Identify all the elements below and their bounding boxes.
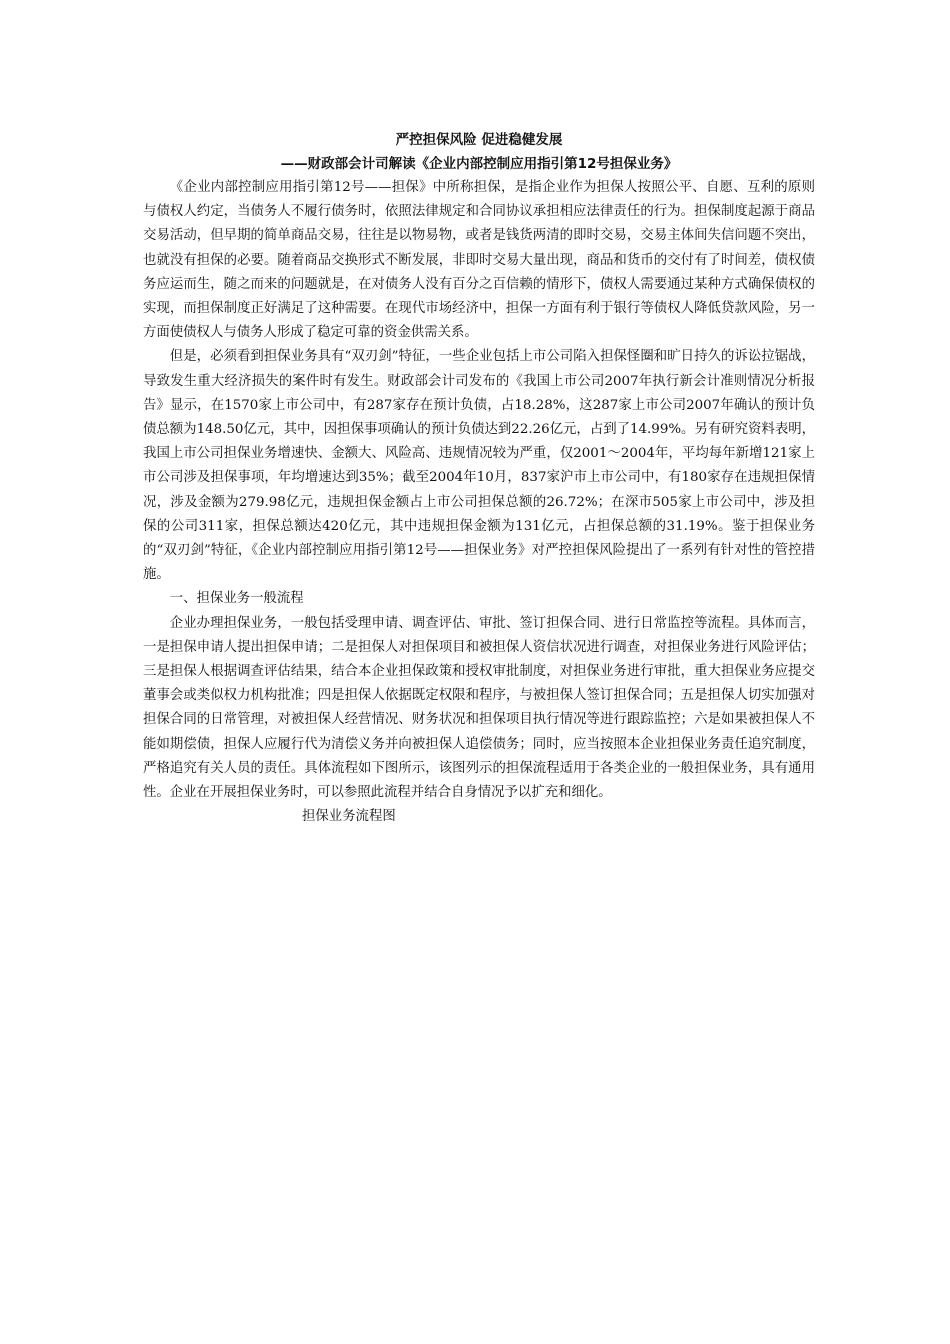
document-body	[143, 128, 815, 829]
section-heading: 一、担保业务一般流程	[169, 591, 304, 607]
paragraph-2: 但是，必须看到担保业务具有“双刃剑”特征，一些企业包括上市公司陷入担保怪圈和旷日持久的诉讼拉锯战，导致发生重大经济损失的案件时有发生。财政部会计司发布的《我国上市公司2007年执行新会计准则情况分析报告》显示，在1570家上市公司中，有287家存在预计负债，占18.28%，这287家上市公司2007年确认的预计负债总额为148.50亿元，其中，因担保事项确认的预计负债达到22.26亿元，占到了14.99%。另有研究资料表明，我国上市公司担保业务增速快、金额大、风险高、违规情况较为严重，仅2001～2004年，平均每年新增121家上市公司涉及担保事项，年均增速达到35%；截至2004年10月，837家沪市上市公司中，有180家存在违规担保情况，涉及金额为279.98亿元，违规担保金额占上市公司担保总额的26.72%；在深市505家上市公司中，涉及担保的公司311家，担保总额达420亿元，其中违规担保金额为131亿元，占担保总额的31.19%。鉴于担保业务的“双刃剑”特征，《企业内部控制应用指引第12号——担保业务》对严控担保风险提出了一系列有针对性的管控措施。	[143, 349, 815, 583]
document-title: 严控担保风险 促进稳健发展	[395, 132, 563, 148]
figure-caption: 担保业务流程图	[302, 809, 396, 825]
document-subtitle: ——财政部会计司解读《企业内部控制应用指引第12号担保业务》	[280, 156, 678, 172]
paragraph-1: 《企业内部控制应用指引第12号——担保》中所称担保，是指企业作为担保人按照公平、自愿、互利的原则与债权人约定，当债务人不履行债务时，依照法律规定和合同协议承担相应法律责任的行为。担保制度起源于商品交易活动，但早期的简单商品交易，往往是以物易物，或者是钱货两清的即时交易，交易主体间失信问题不突出，也就没有担保的必要。随着商品交换形式不断发展，非即时交易大量出现，商品和货币的交付有了时间差，债权债务应运而生，随之而来的问题就是，在对债务人没有百分之百信赖的情形下，债权人需要通过某种方式确保债权的实现，而担保制度正好满足了这种需要。在现代市场经济中，担保一方面有利于银行等债权人降低贷款风险，另一方面使债权人与债务人形成了稳定可靠的资金供需关系。	[143, 180, 815, 341]
section-paragraph: 企业办理担保业务，一般包括受理申请、调查评估、审批、签订担保合同、进行日常监控等流程。具体而言，一是担保申请人提出担保申请；二是担保人对担保项目和被担保人资信状况进行调查，对担保业务进行风险评估；三是担保人根据调查评估结果，结合本企业担保政策和授权审批制度，对担保业务进行审批，重大担保业务应提交董事会或类似权力机构批准；四是担保人依据既定权限和程序，与被担保人签订担保合同；五是担保人切实加强对担保合同的日常管理，对被担保人经营情况、财务状况和担保项目执行情况等进行跟踪监控；六是如果被担保人不能如期偿债，担保人应履行代为清偿义务并向被担保人追偿债务；同时，应当按照本企业担保业务责任追究制度，严格追究有关人员的责任。具体流程如下图所示，该图列示的担保流程适用于各类企业的一般担保业务，具有通用性。企业在开展担保业务时，可以参照此流程并结合自身情况予以扩充和细化。	[143, 615, 815, 801]
